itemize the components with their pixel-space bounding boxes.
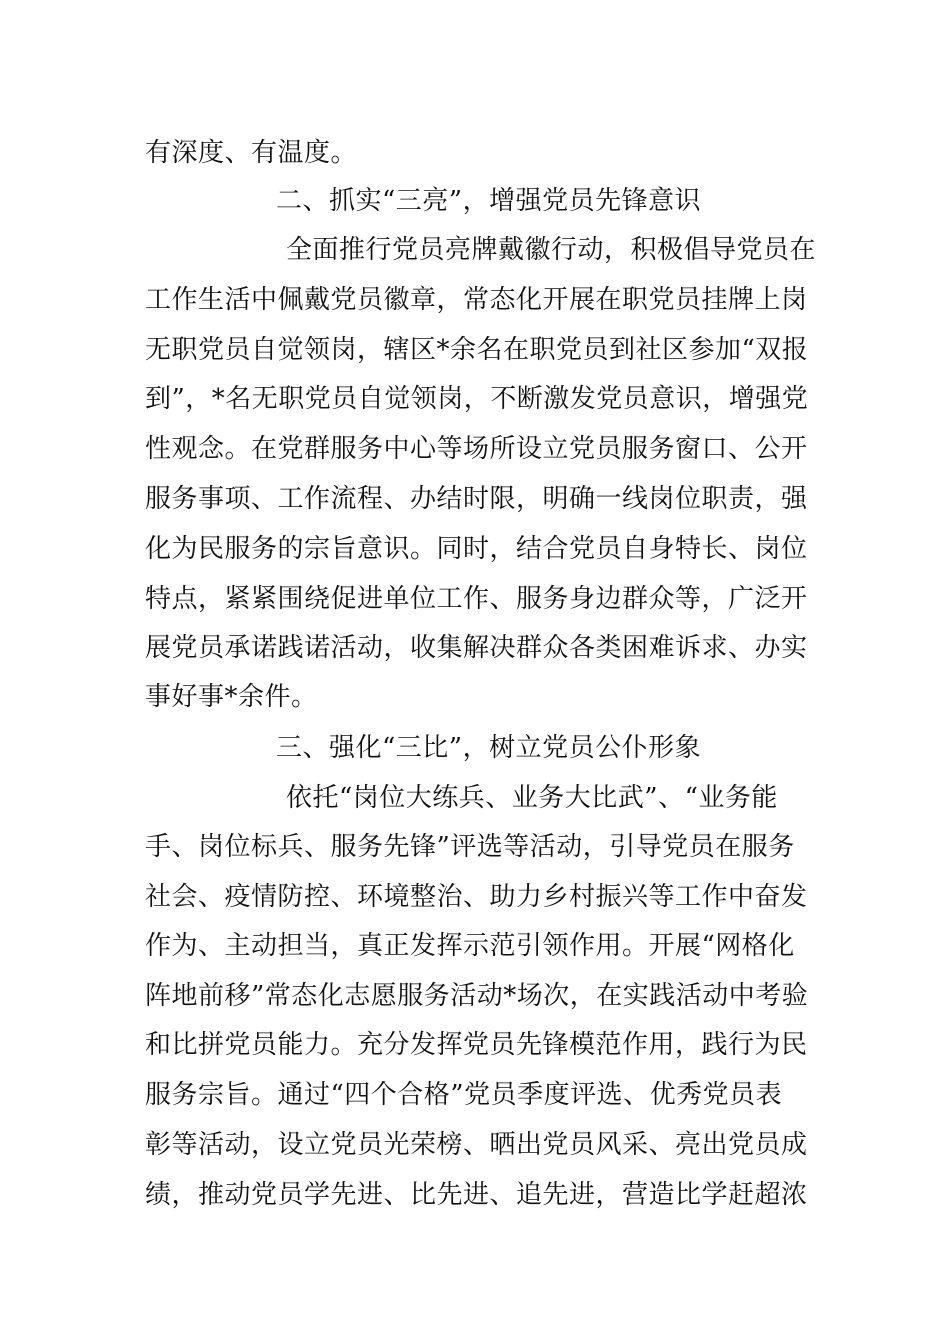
text-line: 性观念。在党群服务中心等场所设立党员服务窗口、公开 (145, 434, 808, 464)
text-line: 有深度、有温度。 (145, 138, 358, 168)
text-line: 阵地前移”常态化志愿服务活动*场次，在实践活动中考验 (145, 981, 809, 1011)
text-line: 事好事*余件。 (145, 682, 318, 712)
text-line: 工作生活中佩戴党员徽章，常态化开展在职党员挂牌上岗 (145, 285, 808, 315)
text-line: 手、岗位标兵、服务先锋”评选等活动，引导党员在服务 (145, 832, 795, 862)
text-line: 和比拼党员能力。充分发挥党员先锋模范作用，践行为民 (145, 1030, 808, 1060)
text-line: 彰等活动，设立党员光荣榜、晒出党员风采、亮出党员成 (145, 1130, 808, 1160)
text-line: 展党员承诺践诺活动，收集解决群众各类困难诉求、办实 (145, 633, 808, 663)
text-line: 社会、疫情防控、环境整治、助力乡村振兴等工作中奋发 (145, 882, 808, 912)
section-heading: 三、强化“三比”，树立党员公仆形象 (276, 733, 702, 763)
section-heading: 二、抓实“三亮”，增强党员先锋意识 (276, 186, 702, 216)
text-line: 服务事项、工作流程、办结时限，明确一线岗位职责，强 (145, 484, 808, 514)
text-line: 化为民服务的宗旨意识。同时，结合党员自身特长、岗位 (145, 534, 808, 564)
text-line: 特点，紧紧围绕促进单位工作、服务身边群众等，广泛开 (145, 584, 808, 614)
text-line: 到”，*名无职党员自觉领岗，不断激发党员意识，增强党 (145, 384, 809, 414)
text-line: 作为、主动担当，真正发挥示范引领作用。开展“网格化 (145, 931, 795, 961)
text-line: 绩，推动党员学先进、比先进、追先进，营造比学赶超浓 (145, 1180, 808, 1210)
text-line: 服务宗旨。通过“四个合格”党员季度评选、优秀党员表 (145, 1080, 783, 1110)
paragraph-first-line: 全面推行党员亮牌戴徽行动，积极倡导党员在 (286, 235, 817, 265)
paragraph-first-line: 依托“岗位大练兵、业务大比武”、“业务能 (286, 783, 778, 813)
text-line: 无职党员自觉领岗，辖区*余名在职党员到社区参加“双报 (145, 335, 809, 365)
